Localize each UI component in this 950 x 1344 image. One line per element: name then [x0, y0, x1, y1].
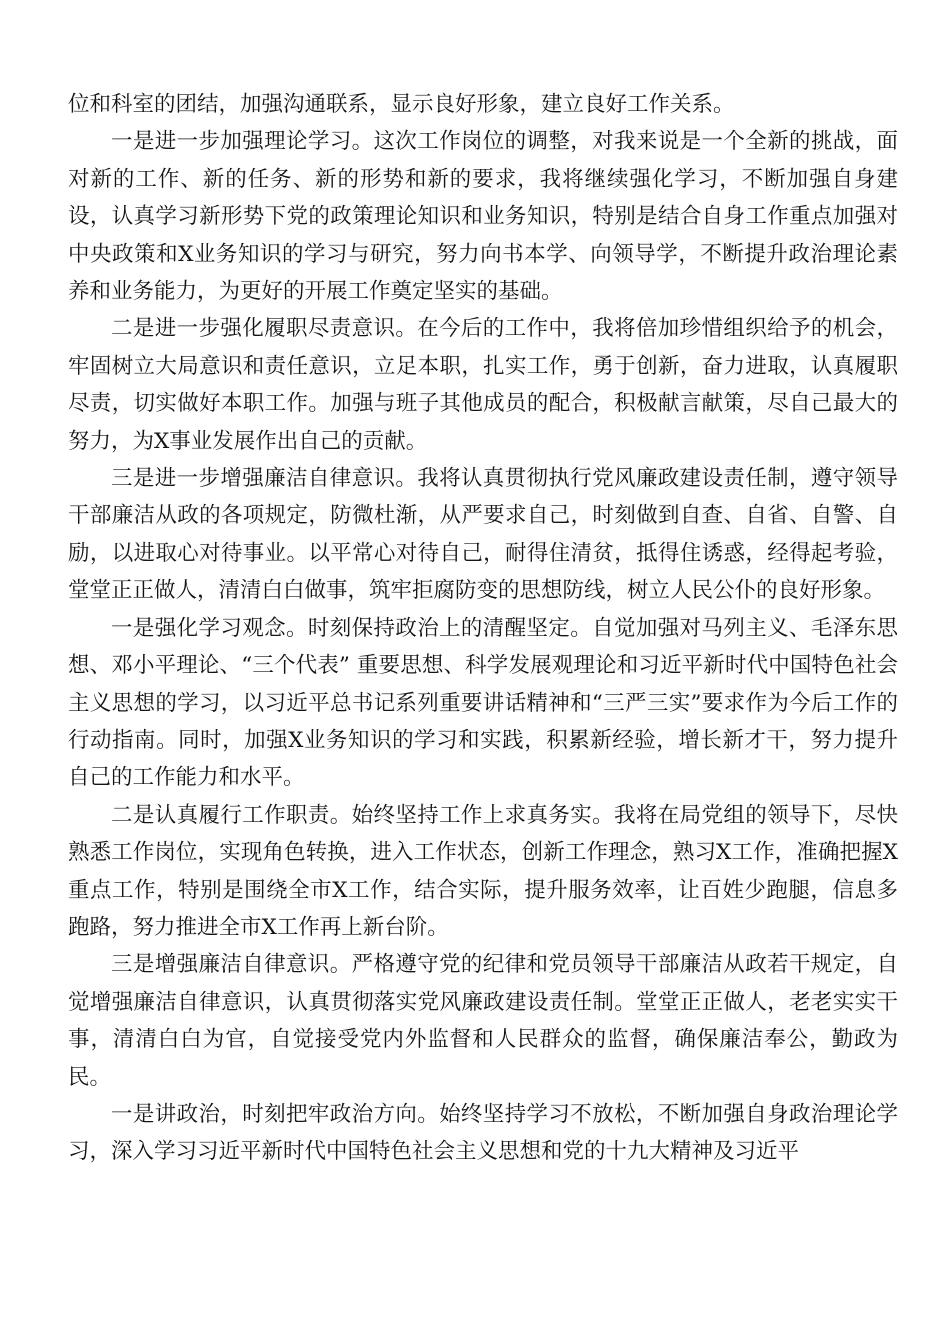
- paragraph-learning-concept: 一是强化学习观念。时刻保持政治上的清醒坚定。自觉加强对马列主义、毛泽东思想、邓小平理论、“三个代表” 重要思想、科学发展观理论和习近平新时代中国特色社会主义思想的学习，以习近平总书记系列重要讲话精神和“三严三实”要求作为今后工作的行动指南。同时，加强X业务知识的学习和实践，积累新经验，增长新才干，努力提升自己的工作能力和水平。: [68, 615, 898, 791]
- paragraph-political-direction: 一是讲政治，时刻把牢政治方向。始终坚持学习不放松，不断加强自身政治理论学习，深入学习习近平新时代中国特色社会主义思想和党的十九大精神及习近平: [68, 1101, 898, 1165]
- document-body: [68, 86, 898, 1171]
- paragraph-duty-awareness: 二是进一步强化履职尽责意识。在今后的工作中，我将倍加珍惜组织给予的机会，牢固树立大局意识和责任意识，立足本职，扎实工作，勇于创新，奋力进取，认真履职尽责，切实做好本职工作。加强与班子其他成员的配合，积极献言献策，尽自己最大的努力，为X事业发展作出自己的贡献。: [68, 316, 898, 454]
- paragraph-self-discipline: 三是增强廉洁自律意识。严格遵守党的纪律和党员领导干部廉洁从政若干规定，自觉增强廉洁自律意识，认真贯彻落实党风廉政建设责任制。堂堂正正做人，老老实实干事，清清白白为官，自觉接受党内外监督和人民群众的监督，确保廉洁奉公，勤政为民。: [68, 952, 898, 1090]
- paragraph-theory-study: 一是进一步加强理论学习。这次工作岗位的调整，对我来说是一个全新的挑战，面对新的工作、新的任务、新的形势和新的要求，我将继续强化学习，不断加强自身建设，认真学习新形势下党的政策理论知识和业务知识，特别是结合自身工作重点加强对中央政策和X业务知识的学习与研究，努力向书本学、向领导学，不断提升政治理论素养和业务能力，为更好的开展工作奠定坚实的基础。: [68, 129, 898, 305]
- paragraph-job-duties: 二是认真履行工作职责。始终坚持工作上求真务实。我将在局党组的领导下，尽快熟悉工作岗位，实现角色转换，进入工作状态，创新工作理念，熟习X工作，准确把握X重点工作，特别是围绕全市X工作，结合实际，提升服务效率，让百姓少跑腿，信息多跑路，努力推进全市X工作再上新台阶。: [68, 802, 898, 940]
- paragraph-integrity-awareness: 三是进一步增强廉洁自律意识。我将认真贯彻执行党风廉政建设责任制，遵守领导干部廉洁从政的各项规定，防微杜渐，从严要求自己，时刻做到自查、自省、自警、自励，以进取心对待事业。以平常心对待自己，耐得住清贫，抵得住诱惑，经得起考验，堂堂正正做人，清清白白做事，筑牢拒腐防变的思想防线，树立人民公仆的良好形象。: [68, 466, 898, 604]
- paragraph-continuation: 位和科室的团结，加强沟通联系，显示良好形象，建立良好工作关系。: [68, 92, 735, 117]
